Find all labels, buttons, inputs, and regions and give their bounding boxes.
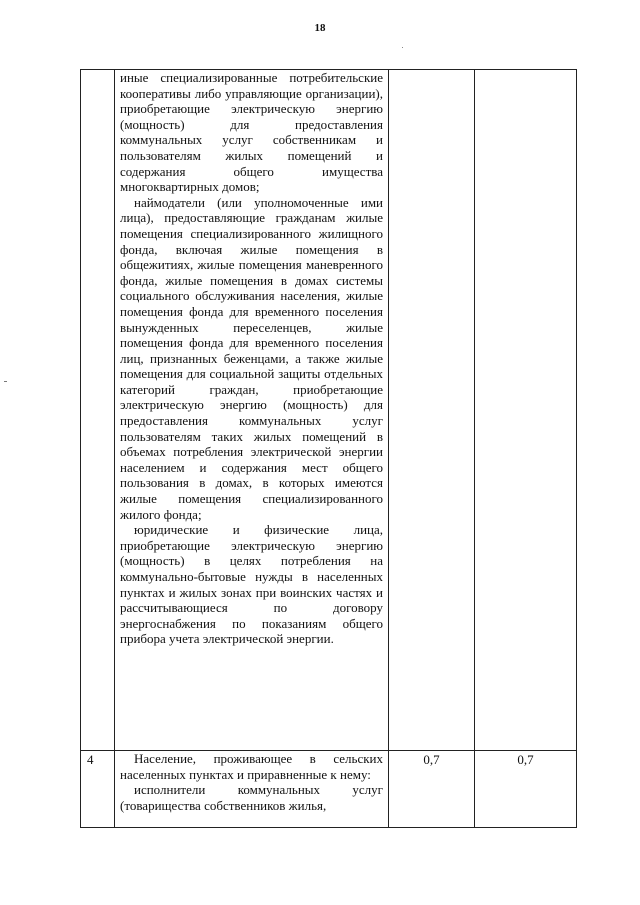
value-cell-a: 0,7	[389, 751, 475, 828]
description-cell	[115, 751, 389, 828]
value-cell-a	[389, 70, 475, 751]
row-number-cell	[81, 70, 115, 751]
description-paragraph: юридические и физические лица, приобретающие электрическую энергию (мощность) в целях потребления на коммунально-бытовые нужды в населенных пунктах и жилых зонах при воинских частях и рассчитывающиеся по договору энергоснабжения по показаниям общего прибора учета электрической энергии.	[120, 522, 383, 647]
row-number-cell: 4	[81, 751, 115, 828]
description-paragraph: иные специализированные потребительские кооперативы либо управляющие организации), приобретающие электрическую энергию (мощность) для предоставления коммунальных услуг собственникам и пользователям жилых помещений и содержания общего имущества многоквартирных домов;	[120, 70, 383, 195]
scan-artifact	[4, 381, 7, 382]
tariff-table	[80, 69, 577, 828]
table-row	[81, 70, 577, 751]
value-cell-b: 0,7	[475, 751, 577, 828]
description-cell	[115, 70, 389, 751]
page-number: 18	[314, 22, 326, 34]
description-paragraph: Население, проживающее в сельских населенных пунктах и приравненные к нему:	[120, 751, 383, 782]
table-row	[81, 751, 577, 828]
description-paragraph: исполнители коммунальных услуг (товарищества собственников жилья,	[120, 782, 383, 813]
description-paragraph: наймодатели (или уполномоченные ими лица), предоставляющие гражданам жилые помещения специализированного жилищного фонда, включая жилые помещения в общежитиях, жилые помещения маневренного фонда, жилые помещения в домах системы социального обслуживания населения, жилые помещения фонда для временного поселения вынужденных переселенцев, жилые помещения фонда для временного поселения лиц, признанных беженцами, а также жилые помещения для социальной защиты отдельных категорий граждан, приобретающие электрическую энергию (мощность) для предоставления коммунальных услуг пользователям таких жилых помещений в объемах потребления электрической энергии населением и содержания мест общего пользования в домах, в которых имеются жилые помещения специализированного жилого фонда;	[120, 194, 383, 522]
scan-artifact	[402, 47, 403, 48]
value-cell-b	[475, 70, 577, 751]
